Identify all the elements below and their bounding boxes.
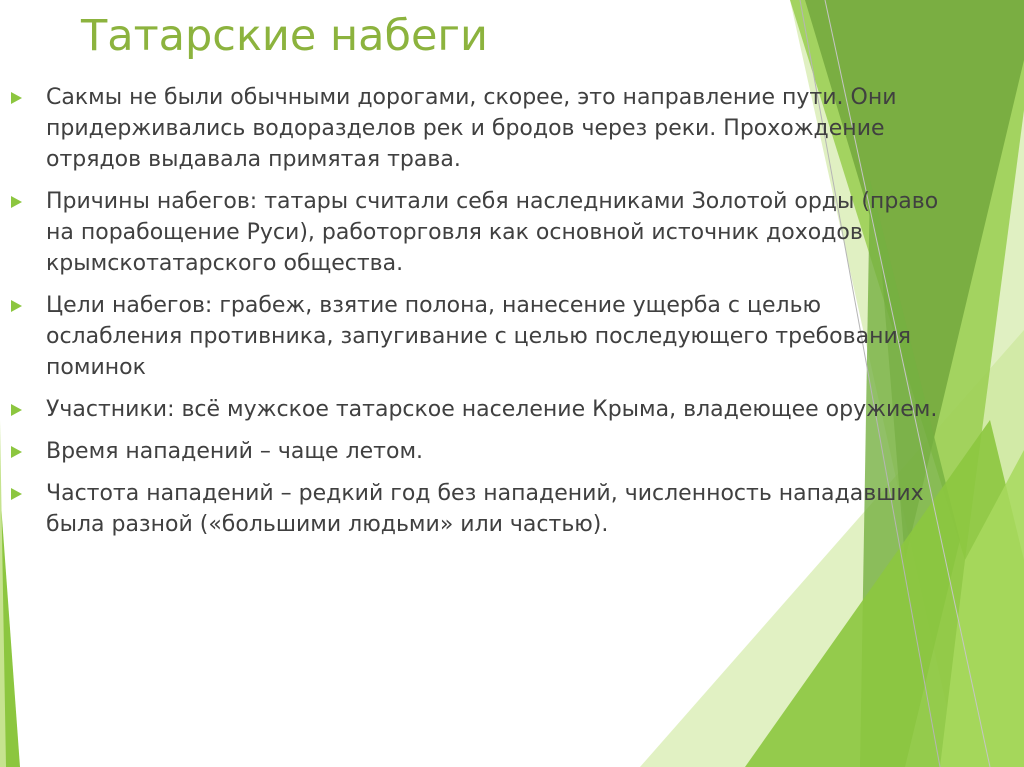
bullet-item	[0, 186, 1024, 279]
bullet-item	[0, 82, 1024, 175]
bullet-item	[0, 290, 1024, 383]
bullet-list	[0, 82, 1024, 551]
triangle-right-icon	[11, 92, 22, 104]
triangle-right-icon	[11, 488, 22, 500]
bullet-text: Причины набегов: татары считали себя наследниками Золотой орды (право на порабощение Руси), работорговля как основной источник доходов крымскотатарского общества.	[46, 189, 939, 276]
triangle-right-icon	[11, 446, 22, 458]
bullet-text: Цели набегов: грабеж, взятие полона, нанесение ущерба с целью ослабления противника, запугивание с целью последующего требования поминок	[46, 293, 911, 380]
bullet-text: Сакмы не были обычными дорогами, скорее, это направление пути. Они придерживались водоразделов рек и бродов через реки. Прохождение отрядов выдавала примятая трава.	[46, 85, 897, 172]
bullet-text: Участники: всё мужское татарское население Крыма, владеющее оружием.	[46, 397, 938, 422]
triangle-right-icon	[11, 300, 22, 312]
bullet-item	[0, 478, 1024, 540]
bullet-text: Частота нападений – редкий год без нападений, численность нападавших была разной («большими людьми» или частью).	[46, 481, 924, 537]
triangle-right-icon	[11, 404, 22, 416]
triangle-right-icon	[11, 196, 22, 208]
bullet-item	[0, 394, 1024, 425]
slide-title: Татарские набеги	[81, 11, 488, 61]
bullet-text: Время нападений – чаще летом.	[46, 439, 424, 464]
bullet-item	[0, 436, 1024, 467]
